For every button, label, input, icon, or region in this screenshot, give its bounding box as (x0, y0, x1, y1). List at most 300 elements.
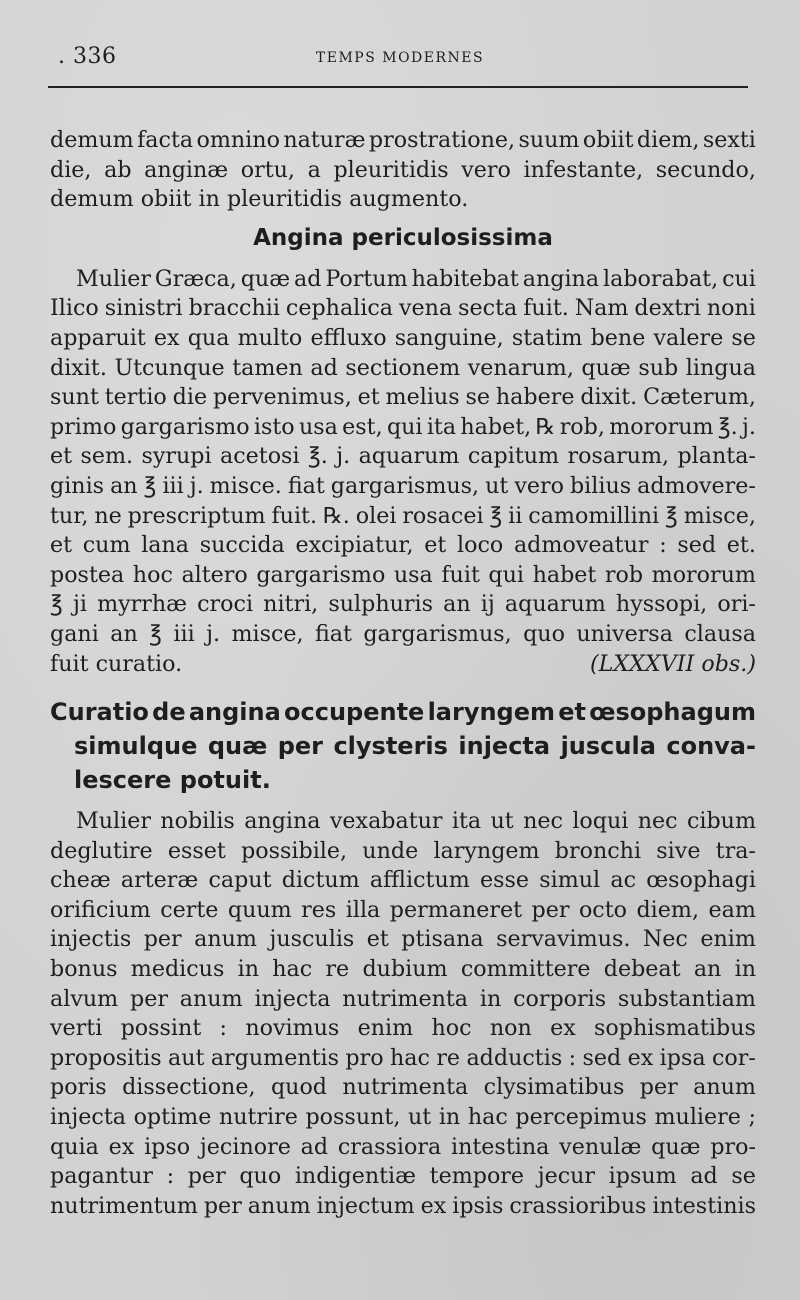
word: et (50, 532, 73, 559)
word: vero (514, 472, 564, 499)
word: habet, (460, 413, 532, 440)
word: demum (50, 186, 141, 213)
word: caput (208, 867, 272, 894)
word: ex (550, 1015, 576, 1042)
text-line (50, 807, 756, 837)
word: j. (189, 472, 204, 499)
word: Græca, (154, 265, 237, 292)
word: gargarismo (256, 561, 386, 588)
word: nec (637, 808, 678, 835)
word: ij (480, 591, 495, 618)
section-title-curatio (50, 695, 756, 797)
word: rosarum, (567, 443, 670, 470)
word: nitri, (263, 591, 319, 618)
word: fiat (315, 620, 352, 647)
word: infestante, (523, 156, 644, 183)
word: j. (336, 443, 351, 470)
word: ℥. (717, 413, 738, 440)
word: Curatio (50, 698, 149, 727)
word: ℥ (143, 472, 157, 499)
word: sive (656, 837, 701, 864)
word: intestina (451, 1133, 550, 1160)
word: quæ (207, 732, 268, 761)
word: afflictum (369, 867, 470, 894)
word: ptisana (401, 926, 484, 953)
word: olei (355, 502, 397, 529)
word: simulque (74, 732, 198, 761)
word: ac (610, 867, 637, 894)
word: ita (426, 413, 457, 440)
word: in (479, 985, 502, 1012)
observation-reference: (LXXXVII obs.) (589, 650, 756, 677)
word: hac (389, 1044, 430, 1071)
text-line (50, 324, 756, 354)
word: isto (253, 413, 295, 440)
word: et (558, 698, 586, 727)
word: ii (508, 502, 523, 529)
text-line (50, 265, 756, 295)
word: sanguine, (394, 324, 504, 351)
word: multo (237, 324, 303, 351)
word: Mulier (76, 808, 151, 835)
word: j. (742, 413, 756, 440)
word: sed (677, 532, 717, 559)
word: deglutire (50, 837, 153, 864)
word: vero (461, 156, 511, 183)
word: bene (590, 324, 646, 351)
page-number: . 336 (58, 44, 117, 69)
word: iii (173, 620, 195, 647)
word: hoc (431, 1015, 472, 1042)
text-line (50, 472, 756, 502)
heading-line (50, 763, 756, 797)
word: sed (582, 1044, 622, 1071)
word: myrrhæ (97, 591, 187, 618)
word: dubium (362, 956, 448, 983)
word: alvum (50, 985, 119, 1012)
word: et (50, 443, 73, 470)
word: sulphuris (328, 591, 434, 618)
word: Portum (325, 265, 408, 292)
word: omnino (196, 127, 280, 153)
word: cui (722, 265, 756, 292)
word: injectum (316, 1192, 415, 1219)
word: nutrire (218, 1104, 298, 1131)
word: dixit. (50, 354, 107, 381)
word: anum (179, 985, 243, 1012)
word: enim (357, 1015, 414, 1042)
paragraph-angina (50, 265, 756, 679)
word: œsophagi (646, 867, 756, 894)
text-line (50, 925, 756, 955)
word: secta (458, 295, 518, 322)
word: hoc (132, 561, 173, 588)
word: tamen (232, 354, 303, 381)
word: Ilico (50, 295, 99, 322)
word: apparuit (50, 324, 146, 351)
page-header (50, 42, 750, 72)
word: anginæ (144, 156, 229, 183)
word: per (187, 1163, 226, 1190)
text-line (50, 442, 756, 472)
text-line (50, 1103, 756, 1133)
word: anum (194, 926, 257, 953)
word: gargarismus, (363, 620, 512, 647)
word: committere (460, 956, 591, 983)
word: indigentiæ (294, 1163, 417, 1190)
word: sem. (80, 443, 134, 470)
word: jecinore (199, 1133, 291, 1160)
text-line (50, 383, 756, 413)
word: an (110, 620, 138, 647)
word: ortu, (240, 156, 295, 183)
word: quæ (651, 1133, 701, 1160)
word: angina (188, 698, 281, 727)
word: et (424, 532, 447, 559)
word: est, (342, 413, 383, 440)
word: nobilis (160, 808, 235, 835)
word: ℥ (50, 591, 63, 618)
page-body (50, 126, 756, 1221)
word: aquarum (358, 443, 460, 470)
word: et (357, 384, 380, 411)
word: qui (488, 561, 525, 588)
text-line (50, 1014, 756, 1044)
word: ad (294, 265, 322, 292)
word: pro- (710, 1133, 756, 1160)
text-line (50, 531, 756, 561)
text-line (50, 294, 756, 324)
word: unde (362, 837, 419, 864)
word: ad (310, 354, 338, 381)
word: quo (523, 620, 565, 647)
word: primo (50, 413, 117, 440)
word: et. (726, 532, 756, 559)
word: pro (345, 1044, 384, 1071)
word: in (237, 956, 259, 983)
word: Nec (642, 926, 688, 953)
word: propositis (50, 1044, 162, 1071)
text-line (50, 502, 756, 532)
word: potuit. (179, 766, 271, 795)
word: in (734, 956, 756, 983)
word: nutrimenta (342, 985, 469, 1012)
word: in (438, 1104, 461, 1131)
word: injectis (50, 926, 132, 953)
word: tertio (104, 384, 167, 411)
word: qui (386, 413, 423, 440)
word: ut (485, 472, 509, 499)
word: injecta (50, 1104, 126, 1131)
word: syrupi (141, 443, 212, 470)
text-line (50, 590, 756, 620)
word: diem, (636, 127, 700, 153)
word: an (693, 956, 722, 983)
header-rule (48, 86, 748, 88)
word: planta- (677, 443, 756, 470)
word: cum (82, 532, 131, 559)
word: crassioribus (509, 1192, 647, 1219)
word: ad (300, 1133, 329, 1160)
word: ex (108, 1133, 135, 1160)
word: diem, (636, 896, 699, 923)
word: acetosi (220, 443, 300, 470)
word: intestinis (652, 1192, 756, 1219)
word: ; (748, 1104, 756, 1131)
word: statim (511, 324, 583, 351)
word: rosacei (402, 502, 484, 529)
word: muliere (654, 1104, 741, 1131)
word: admovere- (637, 472, 756, 499)
word: cibum (686, 808, 756, 835)
word: hac (467, 1104, 508, 1131)
word: percepimus (515, 1104, 647, 1131)
word: ℥ (665, 502, 678, 529)
text-line (50, 1044, 756, 1074)
word: : (568, 1044, 577, 1071)
word: quod (270, 1074, 328, 1101)
word: melius (385, 384, 460, 411)
word: poris (50, 1074, 107, 1101)
word: pervenimus, (212, 384, 352, 411)
text-line (50, 896, 756, 926)
word: optime (133, 1104, 212, 1131)
word: loqui (572, 808, 629, 835)
heading-line (50, 695, 756, 729)
word: ex (627, 1044, 654, 1071)
word: se (731, 1163, 756, 1190)
word: debeat (603, 956, 681, 983)
word: ab (104, 156, 132, 183)
word: Nam (574, 295, 629, 322)
word: excipiatur, (295, 532, 414, 559)
paragraph-curatio (50, 807, 756, 1221)
word: in (198, 186, 227, 213)
word: de (152, 698, 186, 727)
word: orificium (50, 896, 151, 923)
word: capitum (467, 443, 560, 470)
word: prostratione, (368, 127, 516, 153)
word: gargarismo (120, 413, 250, 440)
word: habitebat (411, 265, 519, 292)
word: an (110, 472, 138, 499)
text-line (50, 955, 756, 985)
word: sub (638, 354, 679, 381)
text-line (50, 837, 756, 867)
word: se (465, 384, 490, 411)
word: noni (706, 295, 756, 322)
word: ex (153, 324, 180, 351)
word: ℞. (322, 502, 350, 529)
word: effluxo (310, 324, 387, 351)
text-line (50, 1133, 756, 1163)
closing-text: fuit curatio. (50, 650, 183, 677)
word: per (639, 1074, 678, 1101)
word: lana (141, 532, 190, 559)
word: per (143, 926, 182, 953)
word: ipsis (452, 1192, 504, 1219)
word: aquarum (504, 591, 606, 618)
word: nutrimenta (342, 1074, 469, 1101)
word: tur, (50, 502, 89, 529)
word: usa (393, 561, 433, 588)
word: lingua (685, 354, 756, 381)
word: universa (576, 620, 673, 647)
word: quæ (240, 265, 291, 292)
word: quæ (581, 354, 631, 381)
word: servavimus. (496, 926, 631, 953)
word: quia (50, 1133, 99, 1160)
word: Cæterum, (643, 384, 756, 411)
word: crassiora (337, 1133, 442, 1160)
word: fuit. (523, 295, 569, 322)
word: per (130, 985, 168, 1012)
word: demum (50, 127, 134, 153)
word: sectionem (345, 354, 461, 381)
word: nutrimentum (50, 1192, 198, 1219)
text-line (50, 126, 756, 156)
word: novimus (245, 1015, 340, 1042)
word: tempore (429, 1163, 525, 1190)
word: octo (578, 896, 627, 923)
word: fuit. (271, 502, 318, 529)
text-line (50, 1192, 756, 1222)
word: eam (708, 896, 756, 923)
word: verti (50, 1015, 103, 1042)
word: : (659, 532, 667, 559)
text-line (50, 1073, 756, 1103)
paragraph-continued (50, 126, 756, 215)
word: habere (495, 384, 575, 411)
text-line (50, 620, 756, 650)
word: admoveatur (513, 532, 649, 559)
word: augmento. (349, 186, 469, 213)
word: misce, (683, 502, 756, 529)
word: gargarismus, (330, 472, 480, 499)
word: anum (693, 1074, 756, 1101)
word: esset (167, 837, 226, 864)
word: injecta (458, 732, 551, 761)
word: laryngem (433, 837, 540, 864)
word: bilius (569, 472, 632, 499)
word: non (489, 1015, 532, 1042)
text-line (50, 354, 756, 384)
word: cephalica (285, 295, 394, 322)
word: dextri (634, 295, 701, 322)
word: obiit (140, 186, 199, 213)
word: fuit (441, 561, 480, 588)
word: laborabat, (603, 265, 719, 292)
word: iii (162, 472, 184, 499)
word: altero (181, 561, 248, 588)
word: : (219, 1015, 228, 1042)
word: injecta (254, 985, 331, 1012)
word: bonus (50, 956, 118, 983)
word: loco (457, 532, 504, 559)
word: angina (244, 808, 321, 835)
word: cor- (711, 1044, 756, 1071)
word: facta (137, 127, 194, 153)
word: dictum (281, 867, 360, 894)
word: ut (407, 1104, 432, 1131)
word: lescere (74, 766, 180, 795)
word: ji (72, 591, 87, 618)
word: usa (298, 413, 338, 440)
word: succida (199, 532, 285, 559)
word: j. (206, 620, 221, 647)
word: ginis (50, 472, 105, 499)
text-line (50, 413, 756, 443)
word: certe (160, 896, 219, 923)
word: sexti (702, 127, 756, 153)
word: per (531, 896, 570, 923)
word: adductis (466, 1044, 563, 1071)
word: esse (479, 867, 530, 894)
word: hac (272, 956, 313, 983)
word: clausa (684, 620, 756, 647)
word: possunt, (305, 1104, 401, 1131)
word: bronchi (554, 837, 642, 864)
word: laryngem (427, 698, 556, 727)
word: angina (522, 265, 600, 292)
word: habet (532, 561, 597, 588)
text-line (50, 156, 756, 186)
section-title-angina: Angina periculosissima (253, 224, 553, 251)
word: an (443, 591, 471, 618)
word: ipsa (659, 1044, 706, 1071)
word: vena (399, 295, 453, 322)
word: ℥ (149, 620, 162, 647)
word: quum (227, 896, 292, 923)
text-line (50, 866, 756, 896)
heading-line (50, 729, 756, 763)
word: venulæ (559, 1133, 642, 1160)
text-line (50, 561, 756, 591)
word: sophismatibus (594, 1015, 756, 1042)
word: misce, (231, 620, 304, 647)
word: secundo, (655, 156, 756, 183)
word: die, (50, 156, 92, 183)
word: juscula (560, 732, 656, 761)
word: die (172, 384, 208, 411)
word: per (277, 732, 323, 761)
word: ori- (717, 591, 756, 618)
word: misce. (209, 472, 282, 499)
word: pleuritidis (333, 156, 449, 183)
word: cheæ (50, 867, 111, 894)
word: simul (539, 867, 601, 894)
word: mororum (651, 561, 756, 588)
word: corporis (513, 985, 607, 1012)
word: pagantur (50, 1163, 153, 1190)
word: dissectione, (122, 1074, 256, 1101)
word: occupente (284, 698, 425, 727)
word: enim (700, 926, 756, 953)
word: rob, (559, 413, 605, 440)
word: re (325, 956, 350, 983)
word: permaneret (389, 896, 523, 923)
word: fiat (287, 472, 325, 499)
word: dixit. (580, 384, 638, 411)
word: pleuritidis (226, 186, 350, 213)
word: ita (451, 808, 482, 835)
text-line (50, 185, 756, 215)
word: possibile, (241, 837, 348, 864)
word: sunt (50, 384, 99, 411)
word: nec (523, 808, 563, 835)
word: Utcunque (114, 354, 225, 381)
word: ipsum (608, 1163, 677, 1190)
